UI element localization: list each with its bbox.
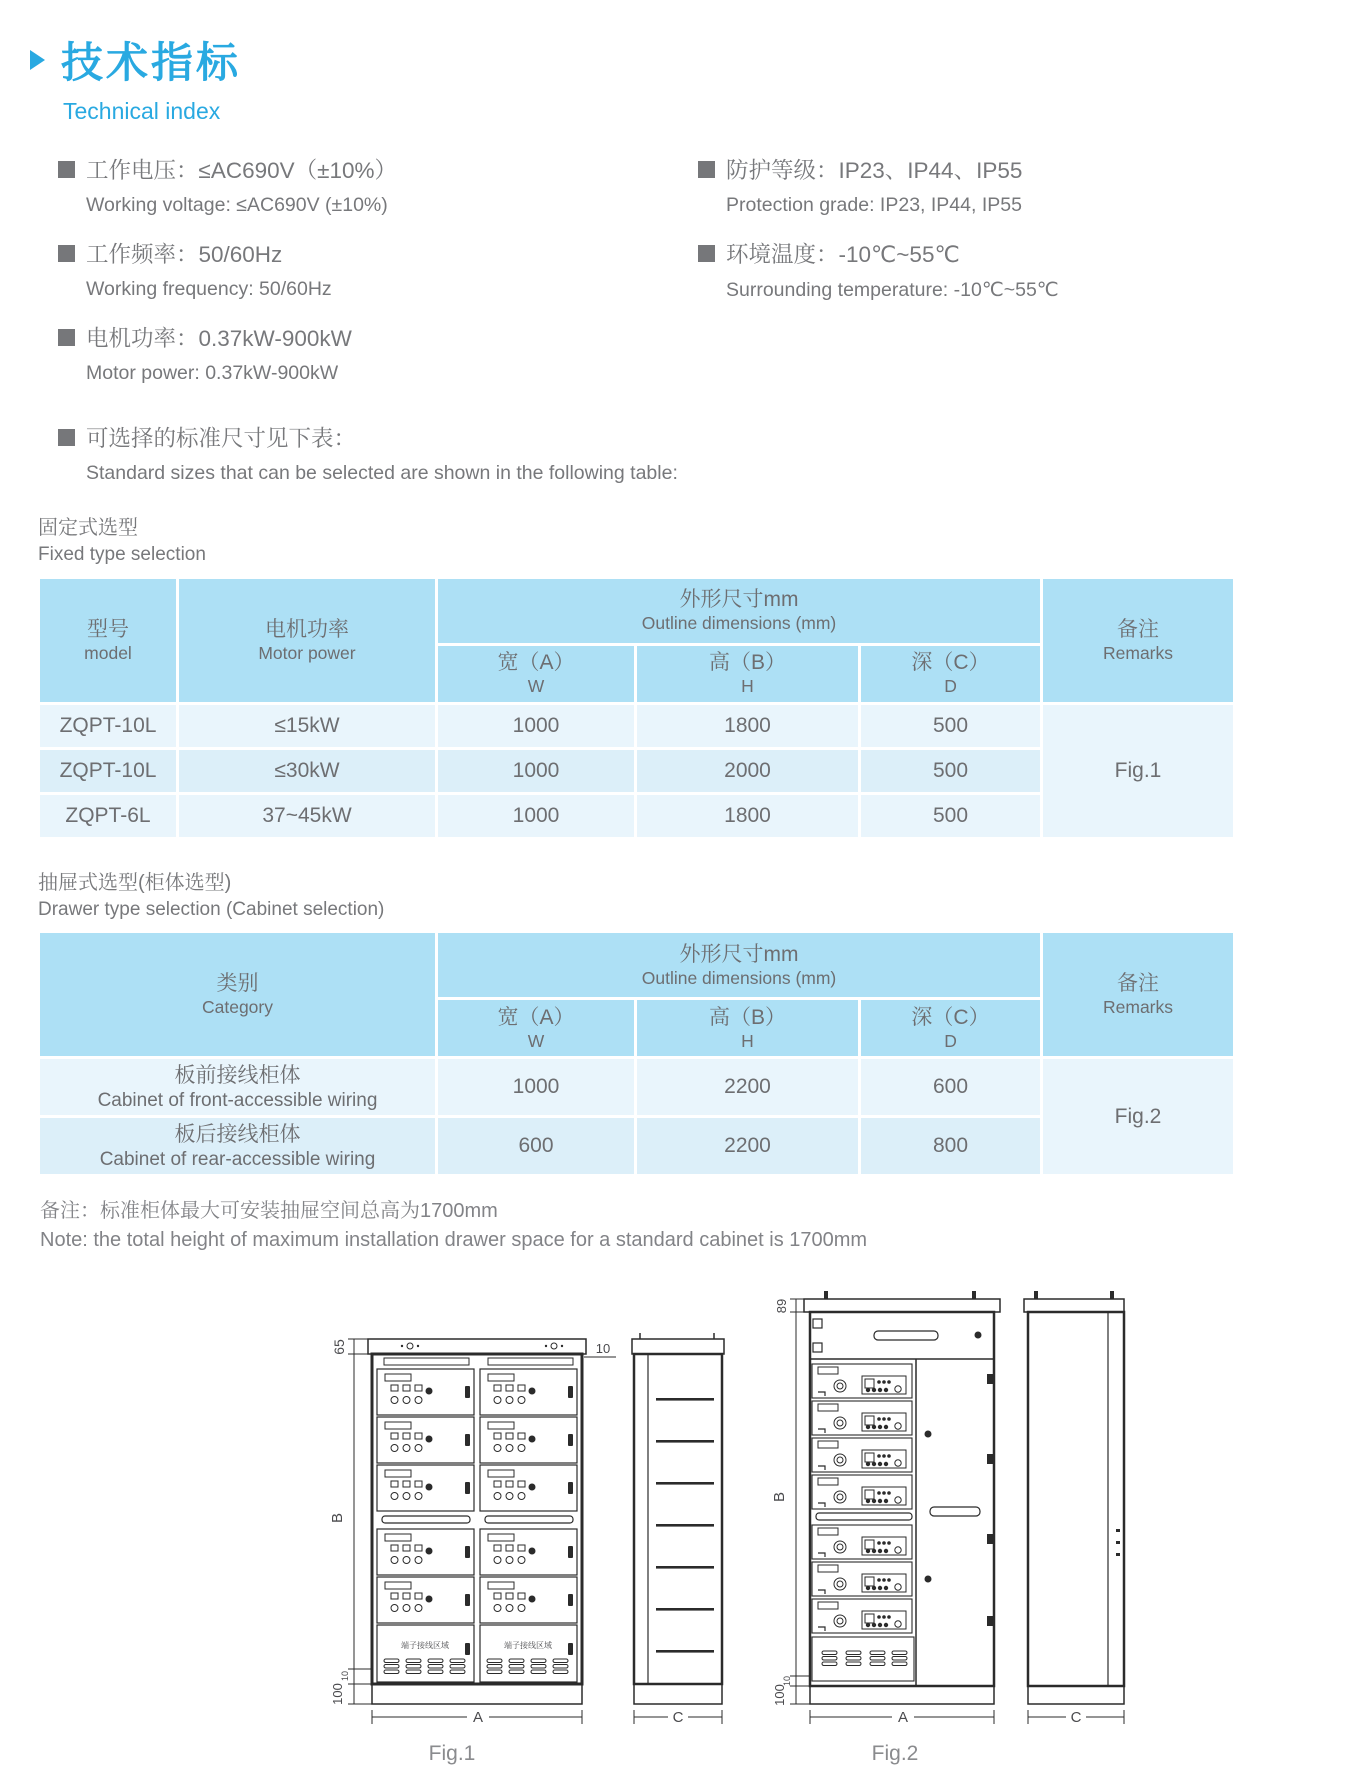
height-cell: 2000 [637,750,858,792]
header-category-cn: 类别 [216,972,259,996]
fig1-dim-A: A [472,1709,484,1727]
spec-column-left [58,151,698,403]
drawer-cabinet-drawing [766,1279,1134,1729]
depth-cell: 800 [861,1118,1040,1174]
header-height-cn: 高（B） [708,651,786,675]
spec-cn-text: 工作电压：≤AC690V（±10%） [86,158,398,183]
caption-cn: 抽屉式选型(柜体选型) [38,871,232,894]
bullet-square-icon [58,245,75,262]
width-cell: 600 [438,1118,634,1174]
width-cell: 1000 [438,705,634,747]
note-en: Note: the total height of maximum installation drawer space for a standard cabinet is 1700mm [40,1229,868,1252]
table-row [40,705,1233,747]
spec-cn-text: 工作频率：50/60Hz [86,242,283,267]
fig2-dim-10-small: 10 [782,1676,792,1687]
fig2-dim-A: A [897,1709,909,1727]
header-model-cn: 型号 [87,617,129,641]
note-cn: 备注：标准柜体最大可安装抽屉空间总高为1700mm [40,1200,498,1223]
header-dims-cn: 外形尺寸mm [679,588,799,612]
header-remarks [1043,579,1233,702]
model-cell: ZQPT-10L [40,750,176,792]
table-row [40,1059,1233,1115]
category-en: Cabinet of rear-accessible wiring [99,1149,376,1171]
fig2-side-view [1024,1291,1124,1726]
fig2-dim-89: 89 [774,1299,789,1314]
header-depth [861,646,1040,702]
figures [322,1279,1357,1766]
model-cell: ZQPT-6L [40,795,176,837]
height-cell: 2200 [637,1118,858,1174]
page-subtitle: Technical index [63,98,221,124]
height-cell: 1800 [637,705,858,747]
category-cn: 板后接线柜体 [174,1122,301,1146]
header-width-en: W [527,1030,545,1051]
depth-cell: 600 [861,1059,1040,1115]
spec-en-text: Standard sizes that can be selected are shown in the following table: [86,462,678,484]
header-width [438,646,634,702]
header-width [438,1000,634,1056]
spec-cn-text: 环境温度：-10℃~55℃ [726,242,960,267]
fixed-table-caption [38,515,1357,568]
width-cell: 1000 [438,795,634,837]
header-height [637,646,858,702]
header-remarks-cn: 备注 [1117,617,1160,641]
bullet-square-icon [698,161,715,178]
power-cell: ≤15kW [179,705,435,747]
spec-en-text: Protection grade: IP23, IP44, IP55 [726,194,1022,216]
drawer-type-table [37,930,1236,1177]
fixed-cabinet-drawing [322,1313,752,1729]
category-cn: 板前接线柜体 [174,1063,301,1087]
spec-cn-text: 可选择的标准尺寸见下表： [86,426,357,451]
fig2-dim-100: 100 [772,1684,787,1707]
spec-standard-sizes [58,419,1357,485]
fig1-terminal-label: 端子接线区域 [504,1641,552,1651]
header-depth-cn: 深（C） [911,1005,990,1029]
header-motor-power [179,579,435,702]
header-outline-dimensions [438,933,1040,997]
figure-1-caption: Fig.1 [428,1742,476,1766]
category-cell [40,1118,435,1174]
spec-protection-grade [698,151,1357,217]
category-cell [40,1059,435,1115]
power-cell: 37~45kW [179,795,435,837]
spec-cn-text: 电机功率：0.37kW-900kW [86,326,352,351]
bullet-square-icon [58,429,75,446]
spec-working-frequency [58,235,698,301]
header-height-en: H [741,676,754,697]
header-remarks [1043,933,1233,1056]
header-dims-en: Outline dimensions (mm) [641,967,837,988]
width-cell: 1000 [438,1059,634,1115]
header-dims-en: Outline dimensions (mm) [641,613,837,634]
fig1-dim-100: 100 [330,1683,345,1706]
model-cell: ZQPT-10L [40,705,176,747]
caption-cn: 固定式选型 [38,517,138,539]
header-category [40,933,435,1056]
bullet-square-icon [58,329,75,346]
remarks-cell: Fig.1 [1043,705,1233,837]
header-depth-en: D [944,676,957,697]
header-model [40,579,176,702]
fixed-type-table [37,576,1236,840]
depth-cell: 500 [861,795,1040,837]
figure-2-caption: Fig.2 [871,1742,919,1766]
page-header [0,0,1357,125]
fig1-side-view [632,1333,724,1726]
header-power-en: Motor power [258,642,356,663]
header-remarks-en: Remarks [1103,642,1174,663]
fig1-terminal-label: 端子接线区域 [401,1641,449,1651]
header-model-en: model [84,642,132,663]
figure-1 [322,1313,752,1766]
page-title: 技术指标 [61,39,242,86]
figure-2 [766,1279,1134,1766]
height-cell: 2200 [637,1059,858,1115]
header-width-cn: 宽（A） [497,651,575,675]
spec-en-text: Working frequency: 50/60Hz [86,278,332,300]
spec-en-text: Working voltage: ≤AC690V (±10%) [86,194,388,216]
width-cell: 1000 [438,750,634,792]
header-dims-cn: 外形尺寸mm [679,942,799,966]
fig1-front-view [368,1339,586,1704]
bullet-square-icon [698,245,715,262]
header-outline-dimensions [438,579,1040,643]
title-arrow-icon [30,50,45,70]
header-height-cn: 高（B） [708,1005,786,1029]
height-cell: 1800 [637,795,858,837]
bullet-square-icon [58,161,75,178]
header-width-en: W [527,676,545,697]
category-en: Cabinet of front-accessible wiring [97,1090,378,1112]
spec-list [58,151,1357,403]
drawer-table-caption [38,870,1357,923]
header-remarks-cn: 备注 [1117,972,1160,996]
spec-working-voltage [58,151,698,217]
header-height [637,1000,858,1056]
spec-cn-text: 防护等级：IP23、IP44、IP55 [726,158,1023,183]
header-height-en: H [741,1030,754,1051]
spec-en-text: Motor power: 0.37kW-900kW [86,362,339,384]
fig2-dim-C: C [1070,1709,1082,1727]
caption-en: Drawer type selection (Cabinet selection) [38,898,385,920]
spec-en-text: Surrounding temperature: -10℃~55℃ [726,279,1059,301]
header-category-en: Category [201,997,273,1018]
depth-cell: 500 [861,750,1040,792]
power-cell: ≤30kW [179,750,435,792]
remarks-cell: Fig.2 [1043,1059,1233,1174]
fig1-dim-10-top: 10 [595,1341,611,1357]
fig1-dim-B: B [329,1513,346,1524]
spec-motor-power [58,319,698,385]
table-note [40,1197,1357,1255]
fig1-dim-C: C [672,1709,684,1727]
header-depth-cn: 深（C） [911,651,990,675]
header-remarks-en: Remarks [1103,997,1174,1018]
header-depth-en: D [944,1030,957,1051]
header-width-cn: 宽（A） [497,1005,575,1029]
spec-column-right [698,151,1357,403]
fig2-front-view [804,1291,1000,1704]
header-power-cn: 电机功率 [265,617,349,641]
header-depth [861,1000,1040,1056]
depth-cell: 500 [861,705,1040,747]
caption-en: Fixed type selection [38,544,206,565]
fig2-dim-B: B [771,1492,788,1503]
fig1-dim-10-small: 10 [340,1671,350,1682]
fig1-dim-65: 65 [331,1339,347,1356]
spec-surrounding-temperature [698,235,1357,302]
